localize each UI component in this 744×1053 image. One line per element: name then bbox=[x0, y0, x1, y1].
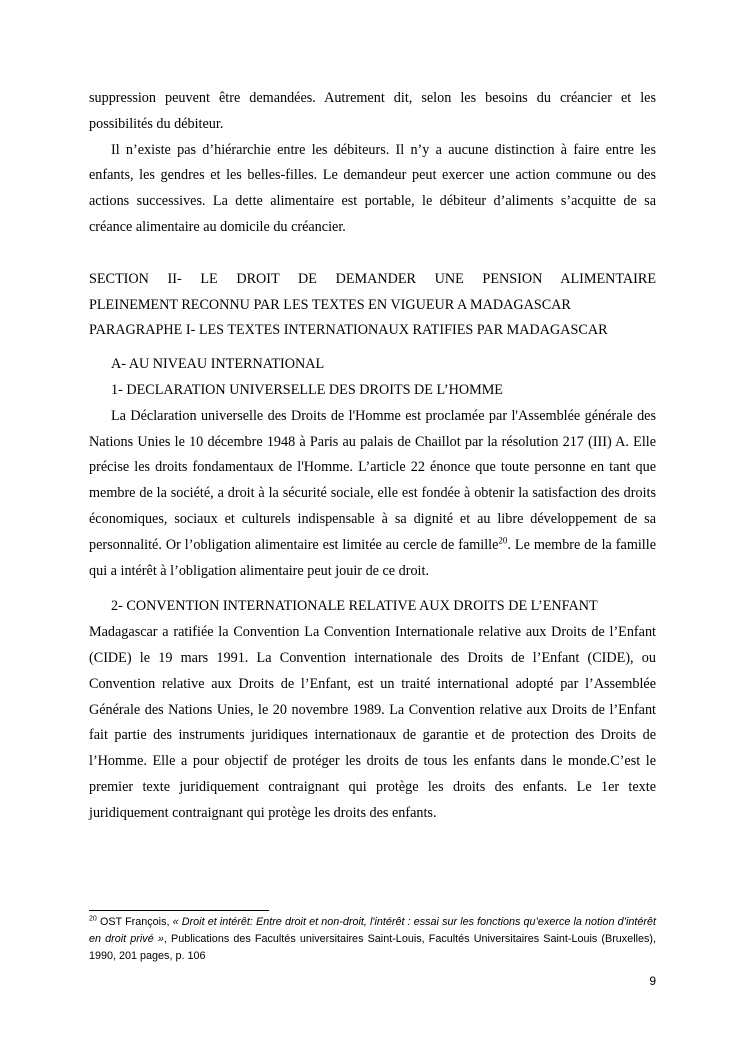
paragraph-heading: PARAGRAPHE I- LES TEXTES INTERNATIONAUX RATIFIES PAR MADAGASCAR bbox=[89, 322, 608, 339]
footnote-title: « Droit et intérêt: Entre droit et non-droit, l'intérêt : essai sur les fonctions qu’exerce la notion d’intérêt en droit privé » bbox=[89, 916, 656, 945]
paragraph-continuation: suppression peuvent être demandées. Autrement dit, selon les besoins du créancier et les possibilités du débiteur. bbox=[89, 90, 656, 132]
section-heading-line-1: SECTION II- LE DROIT DE DEMANDER UNE PENSION ALIMENTAIRE bbox=[89, 270, 656, 287]
paragraph-udhr bbox=[89, 404, 656, 585]
section-heading bbox=[89, 267, 656, 344]
subheading-international: A- AU NIVEAU INTERNATIONAL bbox=[111, 356, 325, 373]
footnote-publication: , Publications des Facultés universitaires Saint-Louis, Facultés Universitaires Saint-Louis (Bruxelles), 1990, 201 pages, p. 106 bbox=[89, 933, 657, 962]
footnote bbox=[89, 914, 656, 965]
footnote-author: OST François, bbox=[96, 916, 173, 928]
body-text bbox=[89, 86, 656, 827]
paragraph-crc: Madagascar a ratifiée la Convention La Convention Internationale relative aux Droits de l’Enfant (CIDE) le 19 mars 1991. La Convention internationale des Droits de l’Enfant (CIDE), ou Convention relative aux Droits de l’Enfant, est un traité international adopté par l’Assemblée Générale des Nations Unies, le 20 novembre 1989. La Convention relative aux Droits de l’Enfant fait partie des instruments juridiques internationaux de garantie et de protection des Droits de l’Homme. Elle a pour objectif de protéger les droits de tous les enfants dans le monde.C’est le premier texte juridiquement contraignant qui protège les droits des enfants. Le 1er texte juridiquement contraignant qui protège les droits des enfants. bbox=[89, 624, 656, 821]
footnote-reference: 20 bbox=[498, 535, 508, 546]
subheading-crc: 2- CONVENTION INTERNATIONALE RELATIVE AUX DROITS DE L’ENFANT bbox=[111, 598, 598, 615]
footnote-separator bbox=[89, 910, 269, 911]
paragraph-debtors: Il n’existe pas d’hiérarchie entre les débiteurs. Il n’y a aucune distinction à faire entre les enfants, les gendres et les belles-filles. Le demandeur peut exercer une action commune ou des actions successives. La dette alimentaire est portable, le débiteur d’aliments s’acquitte de sa créance alimentaire au domicile du créancier. bbox=[89, 141, 656, 235]
paragraph-udhr-tail: . Le membre de la famille qui a intérêt à l’obligation alimentaire peut jouir de ce droit. bbox=[89, 536, 656, 579]
section-heading-line-2: PLEINEMENT RECONNU PAR LES TEXTES EN VIGUEUR A MADAGASCAR bbox=[89, 296, 571, 313]
paragraph-udhr-text: La Déclaration universelle des Droits de l'Homme est proclamée par l'Assemblée générale des Nations Unies le 10 décembre 1948 à Paris au palais de Chaillot par la résolution 217 (III) A. Elle précise les droits fondamentaux de l'Homme. L’article 22 énonce que toute personne en tant que membre de la société, a droit à la sécurité sociale, elle est fondée à obtenir la satisfaction des droits économiques, sociaux et culturels indispensable à sa dignité et au libre développement de sa personnalité. Or l’obligation alimentaire est limitée au cercle de famille bbox=[89, 407, 656, 553]
page-number: 9 bbox=[649, 974, 656, 988]
subheading-udhr: 1- DECLARATION UNIVERSELLE DES DROITS DE L’HOMME bbox=[111, 381, 503, 398]
footnote-number: 20 bbox=[89, 915, 97, 923]
